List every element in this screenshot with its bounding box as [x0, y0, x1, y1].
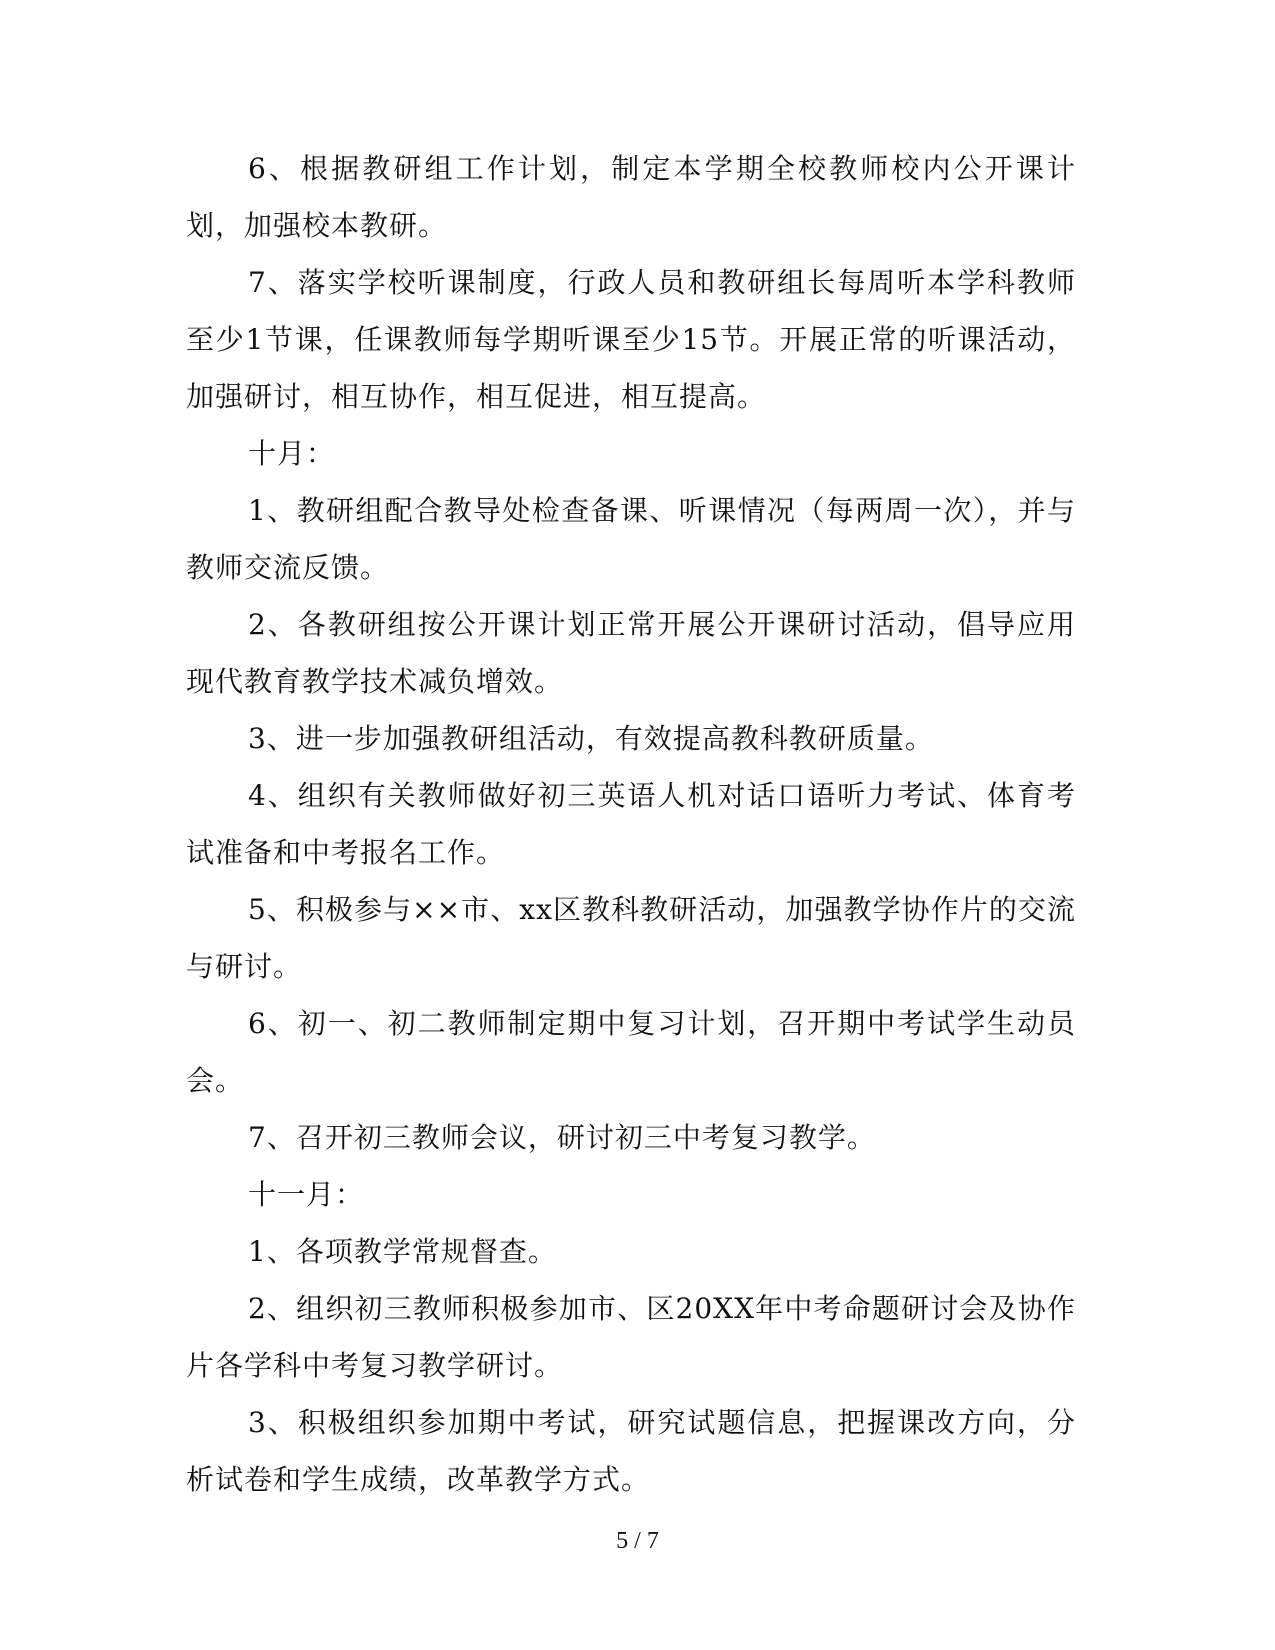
- paragraph-plan-item-7: 7、落实学校听课制度，行政人员和教研组长每周听本学科教师至少1节课，任课教师每学期听课至少15节。开展正常的听课活动，加强研讨，相互协作，相互促进，相互提高。: [186, 266, 1076, 413]
- heading-october: 十月：: [248, 437, 336, 470]
- paragraph-october-item-3: 3、进一步加强教研组活动，有效提高教科教研质量。: [248, 722, 934, 755]
- paragraph-october-item-2: 2、各教研组按公开课计划正常开展公开课研讨活动，倡导应用现代教育教学技术减负增效。: [186, 608, 1076, 698]
- paragraph-november-item-1: 1、各项教学常规督查。: [248, 1235, 557, 1268]
- paragraph-october-item-7: 7、召开初三教师会议，研讨初三中考复习教学。: [248, 1121, 876, 1154]
- paragraph-october-item-4: 4、组织有关教师做好初三英语人机对话口语听力考试、体育考试准备和中考报名工作。: [186, 779, 1076, 869]
- paragraph-plan-item-6: 6、根据教研组工作计划，制定本学期全校教师校内公开课计划，加强校本教研。: [186, 152, 1076, 242]
- paragraph-october-item-6: 6、初一、初二教师制定期中复习计划，召开期中考试学生动员会。: [186, 1007, 1076, 1097]
- paragraph-november-item-2: 2、组织初三教师积极参加市、区20XX年中考命题研讨会及协作片各学科中考复习教学研讨。: [186, 1292, 1076, 1382]
- heading-november: 十一月：: [248, 1178, 365, 1211]
- paragraph-october-item-1: 1、教研组配合教导处检查备课、听课情况（每两周一次），并与教师交流反馈。: [186, 494, 1076, 584]
- paragraph-october-item-5: 5、积极参与××市、xx区教科教研活动，加强教学协作片的交流与研讨。: [186, 893, 1076, 983]
- paragraph-november-item-3: 3、积极组织参加期中考试，研究试题信息，把握课改方向，分析试卷和学生成绩，改革教学方式。: [186, 1406, 1076, 1496]
- document-body: [186, 140, 1076, 1508]
- page-number: 5 / 7: [616, 1528, 659, 1554]
